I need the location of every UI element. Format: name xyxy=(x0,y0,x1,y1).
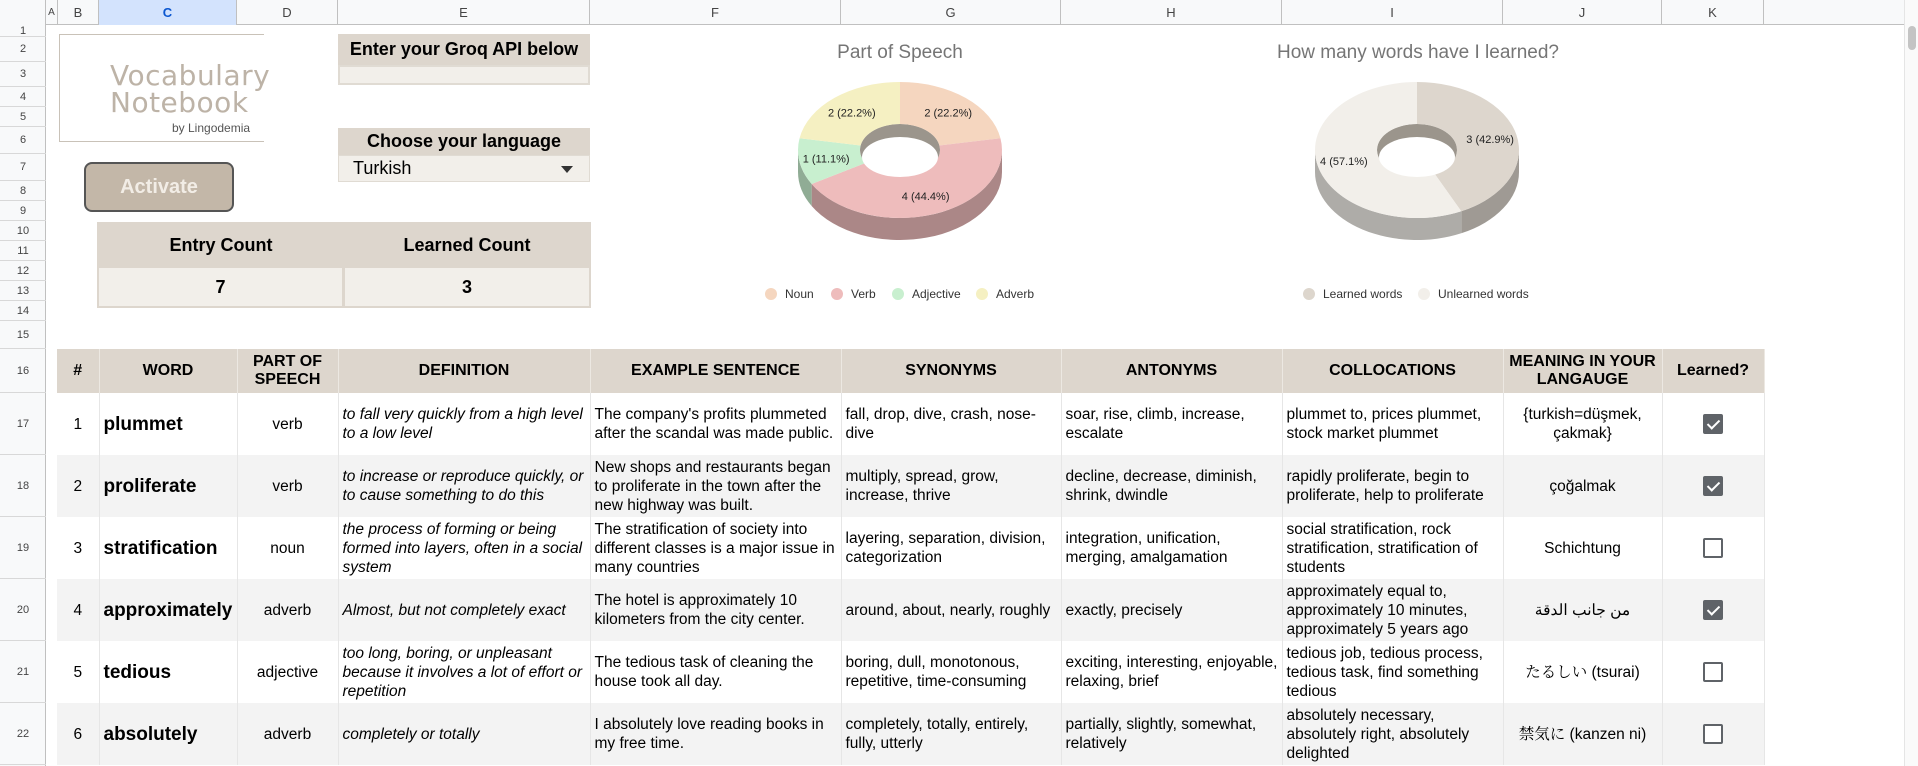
cell-number[interactable]: 5 xyxy=(57,641,99,703)
header-example-sentence: EXAMPLE SENTENCE xyxy=(590,349,841,393)
cell-word[interactable]: tedious xyxy=(99,641,237,703)
chart-title-words-learned: How many words have I learned? xyxy=(1277,42,1559,63)
column-header-k[interactable]: K xyxy=(1662,0,1764,25)
counts-panel xyxy=(97,222,591,308)
learned-checkbox-checked[interactable] xyxy=(1703,476,1723,496)
legend-dot xyxy=(1303,288,1315,300)
cell-example-sentence[interactable]: The tedious task of cleaning the house took all day. xyxy=(590,641,841,703)
legend-item-adjective xyxy=(892,287,961,301)
cell-synonyms[interactable]: around, about, nearly, roughly xyxy=(841,579,1061,641)
row-header[interactable]: 19 xyxy=(0,517,46,579)
learned-checkbox-checked[interactable] xyxy=(1703,414,1723,434)
logo-line-1: Vocabulary xyxy=(110,59,271,92)
legend-label: Adverb xyxy=(996,287,1035,301)
row-header[interactable]: 17 xyxy=(0,393,46,455)
cell-collocations[interactable]: absolutely necessary, absolutely right, absolutely delighted xyxy=(1282,703,1503,765)
pie-data-label: 2 (22.2%) xyxy=(924,107,973,120)
row-header[interactable]: 3 xyxy=(0,62,46,87)
legend-dot xyxy=(765,288,777,300)
pie-hole xyxy=(862,137,938,177)
pie-data-label: 4 (44.4%) xyxy=(901,191,950,204)
legend-dot xyxy=(1418,288,1430,300)
cell-antonyms[interactable]: integration, unification, merging, amalgamation xyxy=(1061,517,1282,579)
cell-definition[interactable]: to fall very quickly from a high level to a low level xyxy=(338,393,590,455)
row-header[interactable]: 16 xyxy=(0,349,46,393)
cell-example-sentence[interactable]: The company's profits plummeted after the scandal was made public. xyxy=(590,393,841,455)
header-definition: DEFINITION xyxy=(338,349,590,393)
row-header[interactable]: 7 xyxy=(0,154,46,181)
cell-word[interactable]: proliferate xyxy=(99,455,237,517)
column-header-a[interactable]: A xyxy=(46,0,58,25)
cell-antonyms[interactable]: partially, slightly, somewhat, relatively xyxy=(1061,703,1282,765)
legend-item-adverb xyxy=(976,287,1034,301)
row-header[interactable]: 4 xyxy=(0,87,46,107)
pie-data-label: 4 (57.1%) xyxy=(1320,155,1368,168)
legend-item-verb xyxy=(831,287,876,301)
cell-word[interactable]: stratification xyxy=(99,517,237,579)
header-antonyms: ANTONYMS xyxy=(1061,349,1282,393)
select-all-corner[interactable] xyxy=(0,0,46,25)
table-header-row xyxy=(57,349,1764,393)
cell-learned xyxy=(1662,641,1764,703)
pie-hole xyxy=(1379,137,1455,177)
cell-example-sentence[interactable]: New shops and restaurants began to proliferate in the town after the new highway was built. xyxy=(590,455,841,517)
cell-learned xyxy=(1662,579,1764,641)
cell-meaning[interactable]: たるしい (tsurai) xyxy=(1503,641,1662,703)
column-header-h[interactable]: H xyxy=(1061,0,1282,25)
pie-data-label: 3 (42.9%) xyxy=(1466,134,1514,147)
legend-item-unlearned-words xyxy=(1418,287,1529,301)
cell-synonyms[interactable]: boring, dull, monotonous, repetitive, time-consuming xyxy=(841,641,1061,703)
header-meaning: MEANING IN YOUR LANGAUGE xyxy=(1503,349,1662,393)
header-number: # xyxy=(57,349,99,393)
header-word: WORD xyxy=(99,349,237,393)
activate-button[interactable]: Activate xyxy=(84,162,234,212)
legend-item-noun xyxy=(765,287,814,301)
header-synonyms: SYNONYMS xyxy=(841,349,1061,393)
cell-definition[interactable]: to increase or reproduce quickly, or to cause something to do this xyxy=(338,455,590,517)
dropdown-arrow-icon[interactable] xyxy=(561,166,573,173)
cell-example-sentence[interactable]: I absolutely love reading books in my free time. xyxy=(590,703,841,765)
cell-part-of-speech[interactable]: adverb xyxy=(237,703,338,765)
language-dropdown[interactable] xyxy=(338,155,590,182)
legend-label: Verb xyxy=(851,287,876,301)
cell-definition[interactable]: the process of forming or being formed into layers, often in a social system xyxy=(338,517,590,579)
cell-meaning[interactable]: çoğalmak xyxy=(1503,455,1662,517)
legend-label: Unlearned words xyxy=(1438,287,1529,301)
table-row xyxy=(57,517,1764,579)
row-header[interactable]: 18 xyxy=(0,455,46,517)
learned-count-value: 3 xyxy=(345,268,589,306)
row-header[interactable]: 11 xyxy=(0,241,46,261)
cell-part-of-speech[interactable]: adverb xyxy=(237,579,338,641)
cell-part-of-speech[interactable]: adjective xyxy=(237,641,338,703)
legend-dot xyxy=(976,288,988,300)
learned-checkbox-unchecked[interactable] xyxy=(1703,538,1723,558)
legend-item-learned-words xyxy=(1303,287,1402,301)
row-header[interactable]: 13 xyxy=(0,281,46,301)
cell-definition[interactable]: completely or totally xyxy=(338,703,590,765)
table-row xyxy=(57,703,1764,765)
language-selected-value: Turkish xyxy=(353,158,412,178)
cell-collocations[interactable]: tedious job, tedious process, tedious task, find something tedious xyxy=(1282,641,1503,703)
entry-count-label: Entry Count xyxy=(169,235,273,255)
cell-example-sentence[interactable]: The hotel is approximately 10 kilometers from the city center. xyxy=(590,579,841,641)
row-header[interactable]: 10 xyxy=(0,221,46,241)
column-header-i[interactable]: I xyxy=(1282,0,1503,25)
cell-word[interactable]: absolutely xyxy=(99,703,237,765)
vocabulary-notebook-logo xyxy=(59,34,271,142)
language-label: Choose your language xyxy=(338,128,590,155)
cell-antonyms[interactable]: decline, decrease, diminish, shrink, dwindle xyxy=(1061,455,1282,517)
column-header-g[interactable]: G xyxy=(841,0,1061,25)
cell-meaning[interactable]: من جانب الدقة xyxy=(1503,579,1662,641)
cell-antonyms[interactable]: soar, rise, climb, increase, escalate xyxy=(1061,393,1282,455)
column-header-b[interactable]: B xyxy=(58,0,99,25)
header-collocations: COLLOCATIONS xyxy=(1282,349,1503,393)
cell-part-of-speech[interactable]: verb xyxy=(237,393,338,455)
row-header[interactable]: 12 xyxy=(0,261,46,281)
pie-data-label: 1 (11.1%) xyxy=(802,153,850,166)
cell-antonyms[interactable]: exactly, precisely xyxy=(1061,579,1282,641)
cell-number[interactable]: 1 xyxy=(57,393,99,455)
learned-count-label: Learned Count xyxy=(403,235,531,255)
table-row xyxy=(57,641,1764,703)
legend-label: Adjective xyxy=(912,287,961,301)
learned-checkbox-checked[interactable] xyxy=(1703,600,1723,620)
vertical-scrollbar[interactable] xyxy=(1904,0,1918,766)
api-key-input[interactable] xyxy=(338,65,590,85)
cell-learned xyxy=(1662,455,1764,517)
cell-learned xyxy=(1662,703,1764,765)
cell-part-of-speech[interactable]: noun xyxy=(237,517,338,579)
cell-meaning[interactable]: {turkish=düşmek, çakmak} xyxy=(1503,393,1662,455)
row-header[interactable]: 15 xyxy=(0,321,46,349)
words-learned-pie-chart xyxy=(1297,80,1537,270)
table-row xyxy=(57,579,1764,641)
row-header[interactable]: 2 xyxy=(0,37,46,62)
cell-part-of-speech[interactable]: verb xyxy=(237,455,338,517)
header-part-of-speech: PART OF SPEECH xyxy=(237,349,338,393)
logo-line-2: Notebook xyxy=(110,86,249,119)
pie-data-label: 2 (22.2%) xyxy=(827,107,876,120)
learned-checkbox-unchecked[interactable] xyxy=(1703,724,1723,744)
learned-checkbox-unchecked[interactable] xyxy=(1703,662,1723,682)
row-header[interactable]: 8 xyxy=(0,181,46,201)
cell-synonyms[interactable]: completely, totally, entirely, fully, utterly xyxy=(841,703,1061,765)
cell-synonyms[interactable]: multiply, spread, grow, increase, thrive xyxy=(841,455,1061,517)
logo-byline: by Lingodemia xyxy=(172,121,251,135)
legend-label: Noun xyxy=(785,287,814,301)
legend-dot xyxy=(892,288,904,300)
cell-synonyms[interactable]: layering, separation, division, categorization xyxy=(841,517,1061,579)
column-header-f[interactable]: F xyxy=(590,0,841,25)
cell-antonyms[interactable]: exciting, interesting, enjoyable, relaxing, brief xyxy=(1061,641,1282,703)
row-header[interactable]: 21 xyxy=(0,641,46,703)
cell-definition[interactable]: Almost, but not completely exact xyxy=(338,579,590,641)
column-header-bar xyxy=(0,0,1918,25)
cell-number[interactable]: 3 xyxy=(57,517,99,579)
table-row xyxy=(57,393,1764,455)
cell-word[interactable]: approximately xyxy=(99,579,237,641)
column-header-c[interactable]: C xyxy=(99,0,237,25)
column-header-e[interactable]: E xyxy=(338,0,590,25)
chart-title-part-of-speech: Part of Speech xyxy=(837,42,963,63)
row-header[interactable]: 5 xyxy=(0,107,46,127)
cell-definition[interactable]: too long, boring, or unpleasant because it involves a lot of effort or repetition xyxy=(338,641,590,703)
row-header[interactable]: 14 xyxy=(0,301,46,321)
column-header-j[interactable]: J xyxy=(1503,0,1662,25)
row-header[interactable]: 9 xyxy=(0,201,46,221)
part-of-speech-pie-chart xyxy=(780,80,1020,270)
cell-meaning[interactable]: Schichtung xyxy=(1503,517,1662,579)
cell-meaning[interactable]: 禁気に (kanzen ni) xyxy=(1503,703,1662,765)
row-header[interactable]: 22 xyxy=(0,703,46,765)
cell-synonyms[interactable]: fall, drop, dive, crash, nose-dive xyxy=(841,393,1061,455)
cell-learned xyxy=(1662,393,1764,455)
entry-count-value: 7 xyxy=(99,268,342,306)
cell-collocations[interactable]: approximately equal to, approximately 10 minutes, approximately 5 years ago xyxy=(1282,579,1503,641)
legend-label: Learned words xyxy=(1323,287,1403,301)
row-header[interactable]: 20 xyxy=(0,579,46,641)
row-header-bar xyxy=(0,25,46,766)
legend-dot xyxy=(831,288,843,300)
cell-example-sentence[interactable]: The stratification of society into different classes is a major issue in many countries xyxy=(590,517,841,579)
header-learned: Learned? xyxy=(1662,349,1764,393)
scrollbar-thumb[interactable] xyxy=(1908,26,1916,50)
column-header-d[interactable]: D xyxy=(237,0,338,25)
cell-word[interactable]: plummet xyxy=(99,393,237,455)
cell-number[interactable]: 4 xyxy=(57,579,99,641)
row-header[interactable]: 6 xyxy=(0,127,46,154)
table-row xyxy=(57,455,1764,517)
cell-number[interactable]: 6 xyxy=(57,703,99,765)
vocabulary-table xyxy=(57,349,1765,765)
cell-collocations[interactable]: social stratification, rock stratification, stratification of students xyxy=(1282,517,1503,579)
cell-collocations[interactable]: plummet to, prices plummet, stock market plummet xyxy=(1282,393,1503,455)
cell-learned xyxy=(1662,517,1764,579)
row-header[interactable]: 1 xyxy=(0,25,46,37)
api-key-label: Enter your Groq API below xyxy=(338,34,590,65)
cell-number[interactable]: 2 xyxy=(57,455,99,517)
cell-collocations[interactable]: rapidly proliferate, begin to proliferate, help to proliferate xyxy=(1282,455,1503,517)
